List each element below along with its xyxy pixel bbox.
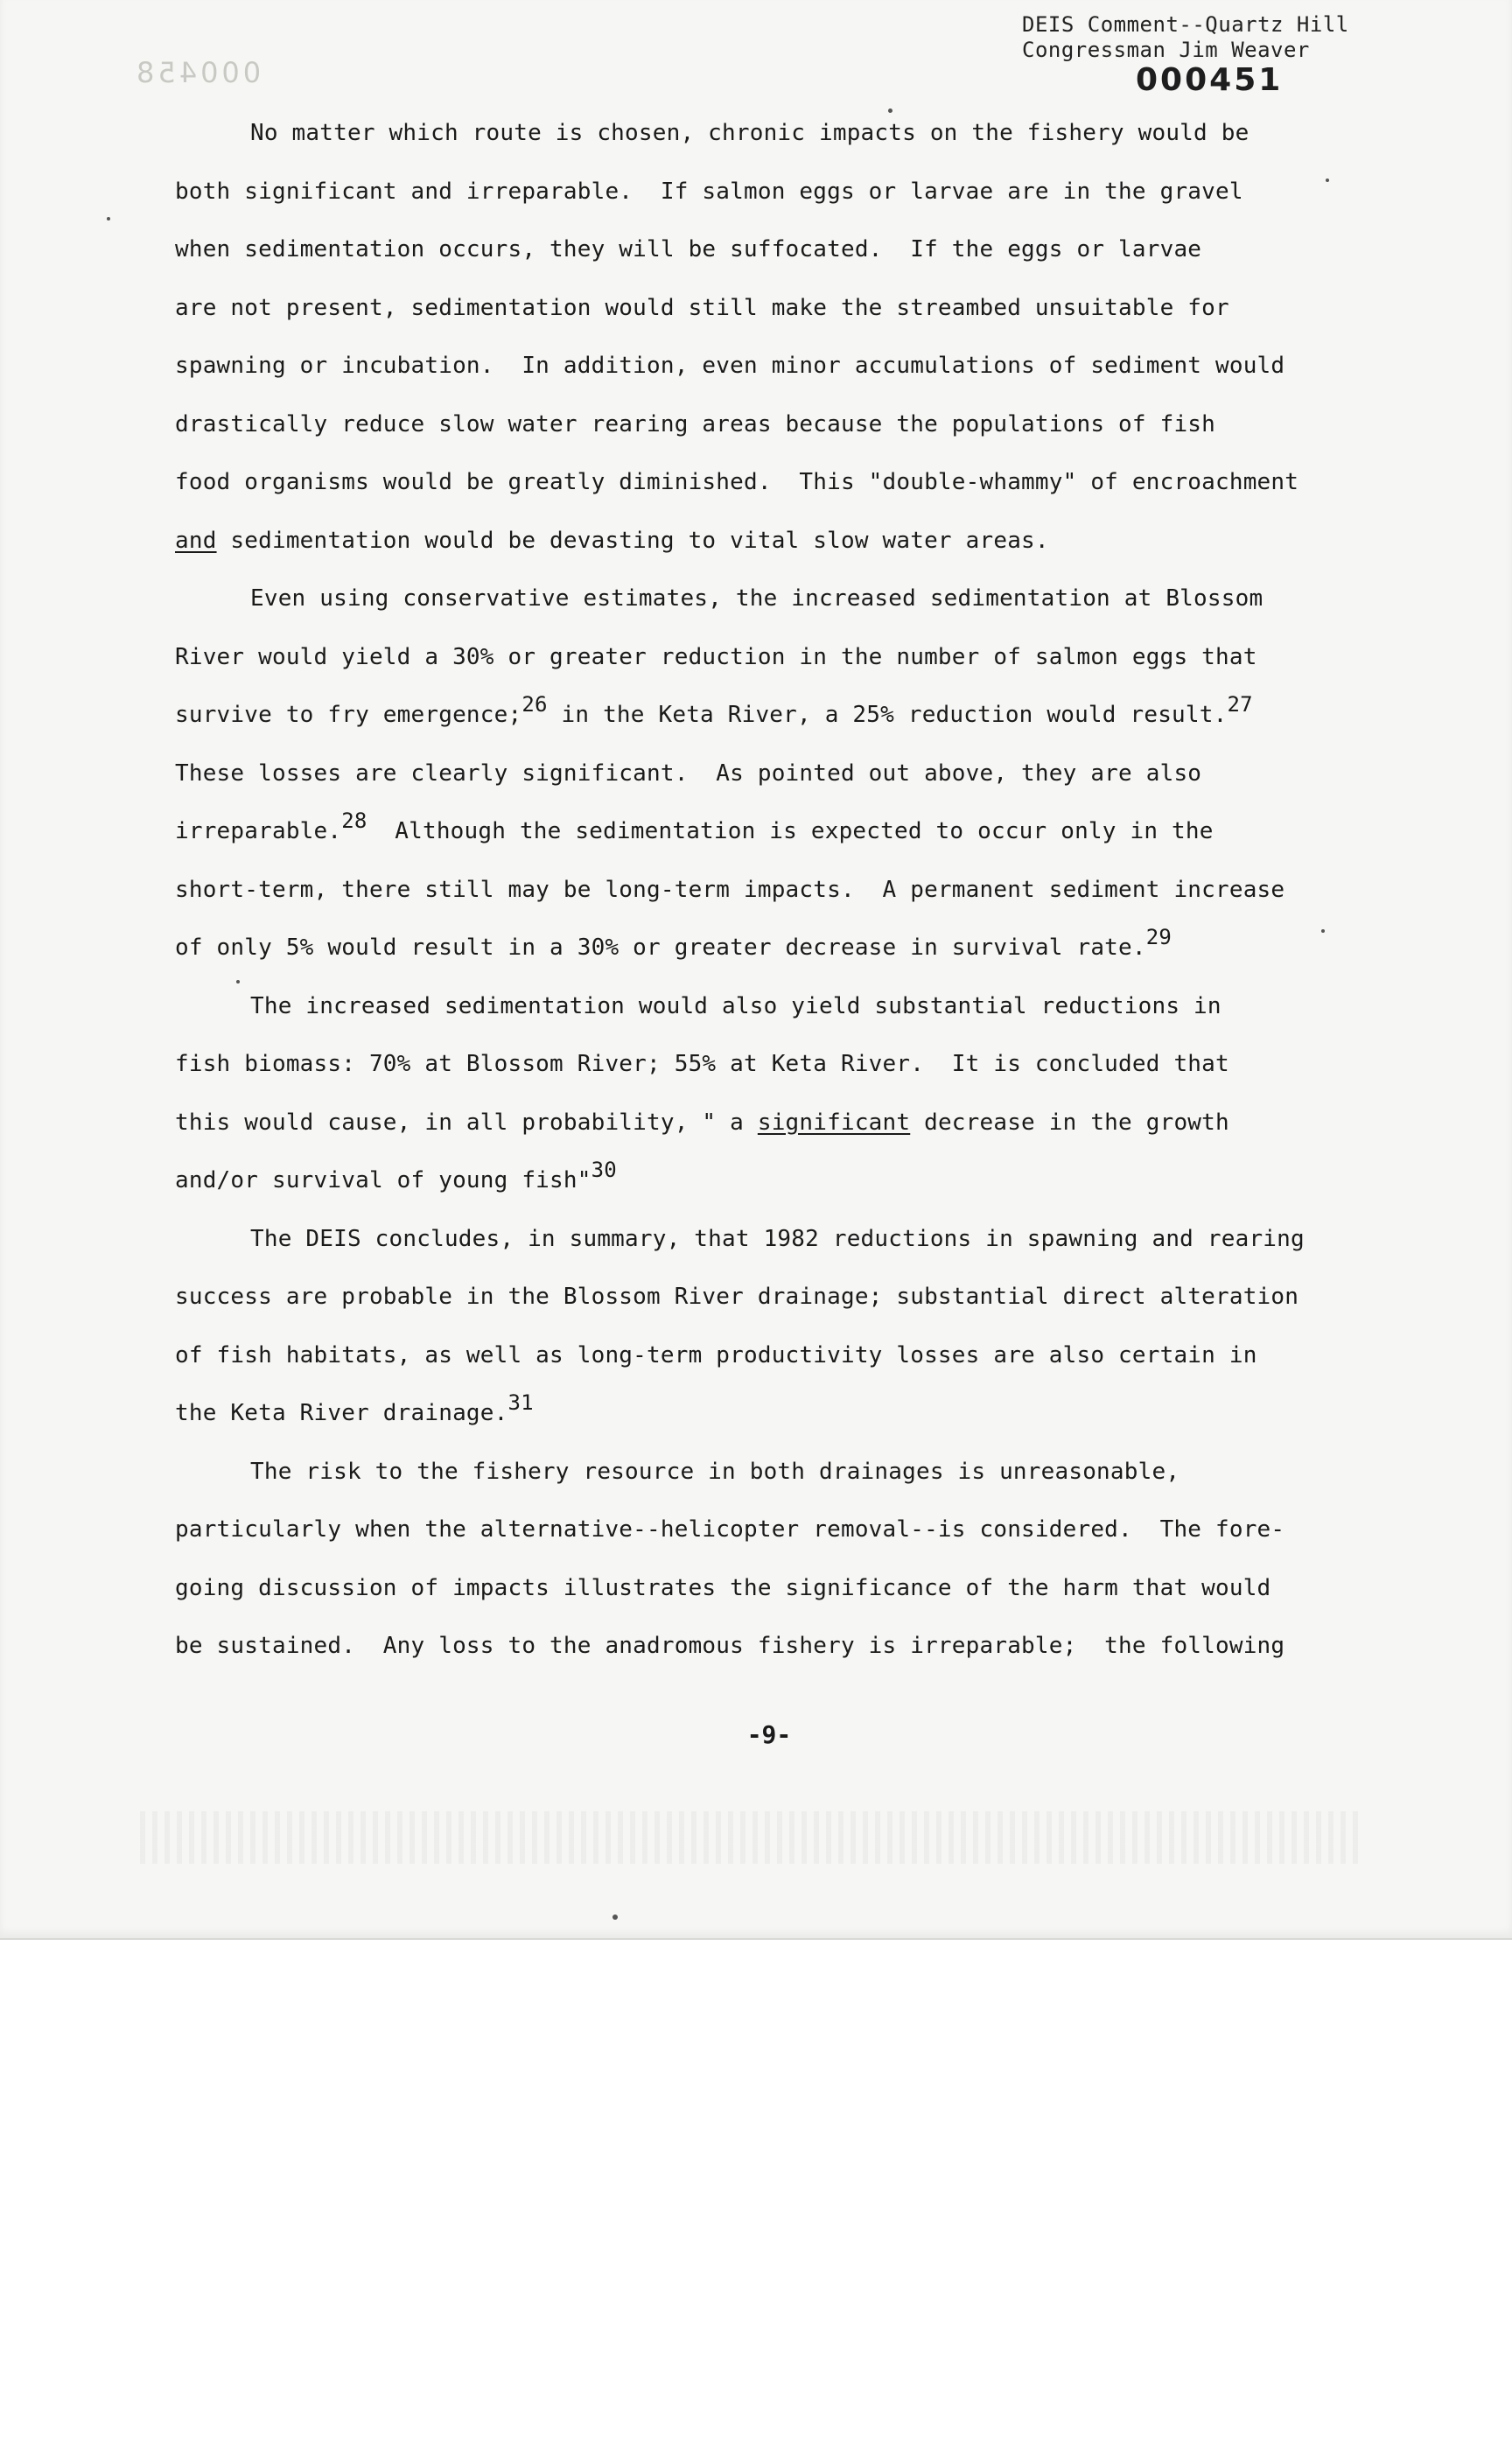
text-segment: irreparable.	[175, 818, 342, 844]
text-line	[175, 232, 1400, 290]
text-segment: No matter which route is chosen, chronic impacts on the fishery would be	[250, 120, 1250, 146]
text-line	[175, 1390, 1400, 1454]
text-line	[175, 1158, 1400, 1222]
text-segment: decrease in the growth	[910, 1109, 1229, 1136]
text-line	[175, 756, 1400, 815]
text-segment: both significant and irreparable. If salmon eggs or larvae are in the gravel	[175, 178, 1243, 205]
text-segment: food organisms would be greatly diminished. This "double-whammy" of encroachment	[175, 469, 1299, 495]
text-segment: fish biomass: 70% at Blossom River; 55% at Keta River. It is concluded that	[175, 1051, 1229, 1077]
text-segment: short-term, there still may be long-term impacts. A permanent sediment increase	[175, 876, 1285, 903]
paragraph	[175, 1454, 1400, 1687]
text-segment: Even using conservative estimates, the increased sedimentation at Blossom	[250, 585, 1264, 612]
text-segment: The risk to the fishery resource in both drainages is unreasonable,	[250, 1458, 1180, 1485]
text-line	[175, 808, 1400, 872]
footnote-marker: 31	[508, 1390, 534, 1415]
text-segment: of only 5% would result in a 30% or greater decrease in survival rate.	[175, 934, 1146, 961]
paragraph	[175, 989, 1400, 1222]
text-line	[175, 640, 1400, 698]
text-segment: River would yield a 30% or greater reduction in the number of salmon eggs that	[175, 643, 1257, 670]
scan-speck	[107, 217, 110, 220]
text-line	[175, 1222, 1400, 1280]
text-line	[175, 925, 1400, 989]
text-segment: sedimentation would be devasting to vital slow water areas.	[216, 527, 1049, 554]
text-segment: be sustained. Any loss to the anadromous fishery is irreparable; the following	[175, 1633, 1285, 1659]
text-segment: and/or survival of young fish"	[175, 1167, 592, 1194]
text-segment: survive to fry emergence;	[175, 702, 522, 728]
paragraph	[175, 116, 1400, 581]
body-text	[175, 116, 1400, 1687]
text-line	[175, 1512, 1400, 1571]
scan-speck	[888, 108, 892, 113]
text-segment: in the Keta River, a 25% reduction would result.	[547, 702, 1228, 728]
text-line	[175, 581, 1400, 640]
footnote-marker: 28	[341, 808, 368, 833]
text-line	[175, 1338, 1400, 1396]
text-segment: of fish habitats, as well as long-term productivity losses are also certain in	[175, 1341, 1257, 1368]
text-line	[175, 1628, 1400, 1687]
text-segment: These losses are clearly significant. As pointed out above, they are also	[175, 760, 1202, 787]
scan-speck	[612, 1914, 618, 1920]
text-segment: The DEIS concludes, in summary, that 1982 reductions in spawning and rearing	[250, 1225, 1305, 1252]
header-comment-title: DEIS Comment--Quartz Hill	[1022, 12, 1349, 37]
underlined-text: and	[175, 527, 217, 554]
text-segment: spawning or incubation. In addition, even minor accumulations of sediment would	[175, 353, 1285, 379]
text-line	[175, 290, 1400, 349]
text-segment: Although the sedimentation is expected to occur only in the	[367, 818, 1214, 844]
text-segment: the Keta River drainage.	[175, 1400, 508, 1426]
text-line	[175, 523, 1400, 582]
text-segment: particularly when the alternative--helicopter removal--is considered. The fore-	[175, 1516, 1285, 1543]
page-number: -9-	[746, 1720, 792, 1749]
text-line	[175, 692, 1400, 756]
underlined-text: significant	[757, 1109, 911, 1136]
bleed-through-text	[140, 1811, 1365, 1864]
scan-speck	[236, 980, 240, 984]
text-segment: this would cause, in all probability, " a	[175, 1109, 758, 1136]
footnote-marker: 27	[1227, 692, 1253, 717]
text-segment: going discussion of impacts illustrates the significance of the harm that would	[175, 1574, 1271, 1601]
header-author: Congressman Jim Weaver	[1022, 38, 1310, 62]
text-line	[175, 1105, 1400, 1164]
text-segment: success are probable in the Blossom River drainage; substantial direct alteration	[175, 1284, 1299, 1310]
footnote-marker: 26	[522, 692, 548, 717]
footnote-marker: 29	[1145, 925, 1172, 949]
scan-speck	[1321, 929, 1325, 933]
text-line	[175, 116, 1400, 174]
mirrored-stamp-number: 000458	[133, 56, 262, 89]
text-line	[175, 407, 1400, 466]
document-number-stamp: 000451	[1136, 62, 1284, 98]
footnote-marker: 30	[591, 1158, 617, 1182]
scan-speck	[1326, 178, 1329, 182]
text-line	[175, 174, 1400, 233]
text-segment: drastically reduce slow water rearing areas because the populations of fish	[175, 410, 1215, 438]
text-line	[175, 1454, 1400, 1513]
text-line	[175, 348, 1400, 407]
text-segment: when sedimentation occurs, they will be suffocated. If the eggs or larvae	[175, 236, 1202, 262]
text-segment: are not present, sedimentation would still make the streambed unsuitable for	[175, 294, 1229, 321]
text-line	[175, 1046, 1400, 1105]
paragraph	[175, 1222, 1400, 1454]
text-line	[175, 872, 1400, 931]
text-line	[175, 465, 1400, 523]
paragraph	[175, 581, 1400, 989]
text-line	[175, 1279, 1400, 1338]
text-line	[175, 989, 1400, 1047]
text-line	[175, 1571, 1400, 1629]
document-header	[1022, 12, 1390, 98]
text-segment: The increased sedimentation would also yield substantial reductions in	[250, 992, 1222, 1019]
